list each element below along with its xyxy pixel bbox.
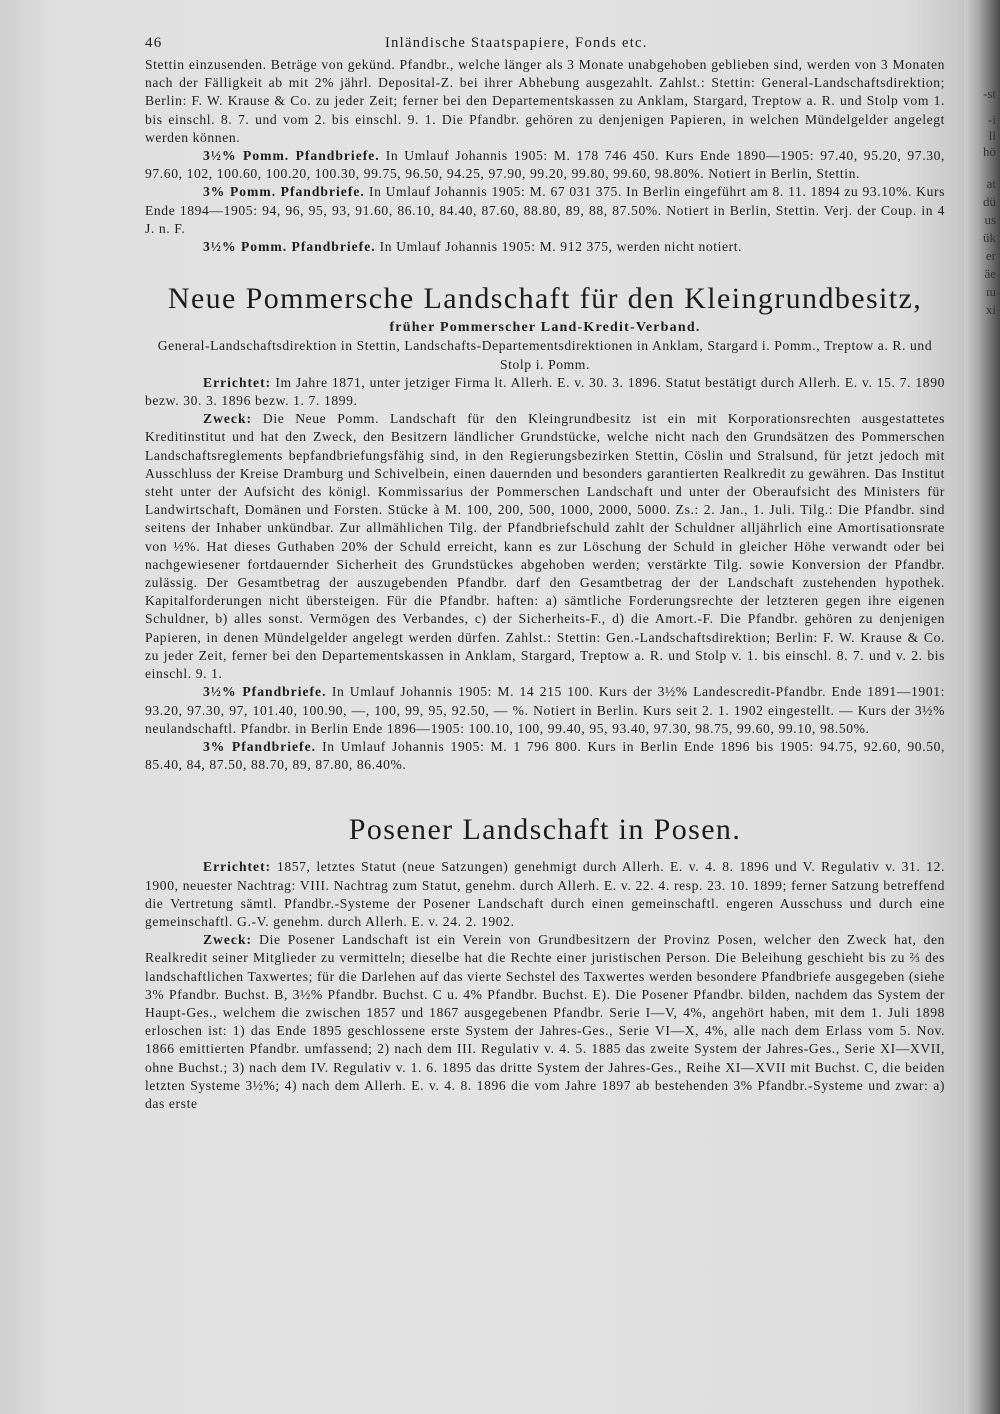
bond-heading: 3% Pfandbriefe. — [203, 738, 317, 754]
document-page — [145, 30, 945, 1113]
edge-glyph: ‑i — [988, 112, 996, 127]
zweck-label: Zweck: — [203, 932, 253, 948]
zweck-text: Die Neue Pomm. Landschaft für den Kleingrundbesitz ist ein mit Korporationsrechten ausgestattetes Kreditinstitut und hat den Zweck, den Besitzern ländlicher Grundstücke, welche nicht nach den Grundsätzen des Pommerschen Landschaftsreglements bepfandbriefungsfähig sind, in den Regierungsbezirken Stettin, Cöslin und Stralsund, für jetzt jedoch mit Ausschluss der Kreise Dramburg und Schivelbein, einen dauernden und besonders garantierten Realkredit zu gewähren. Das Institut steht unter der Aufsicht des königl. Kommissarius der Pommerschen Landschaft und unter der Oberaufsicht des Ministers für Landwirtschaft, Domänen und Forsten. Stücke à M. 100, 200, 500, 1000, 2000, 5000. Zs.: 2. Jan., 1. Juli. Tilg.: Die Pfandbr. sind seitens der Inhaber unkündbar. Zur allmählichen Tilg. der Pfandbriefschuld zahlt der Schuldner alljährlich eine Amortisationsrate von ½%. Hat dieses Guthaben 20% der Schuld erreicht, kann es zur Löschung der Schuld in gleicher Höhe verwandt oder bei nachgewiesener fortdauernder Sicherheit des Grundstückes abgehoben werden; verstärkte Tilg. sowie Konversion der Pfandbr. zulässig. Der Gesamtbetrag der auszugebenden Pfandbr. darf den Gesamtbetrag der der Landschaft zustehenden hypothek. Kapitalforderungen nicht übersteigen. Für die Pfandbr. haften: a) sämtliche Forderungsrechte der letzteren gegen ihre eigenen Schuldner, b) alles sonst. Vermögen des Verbandes, c) der Sicherheits-F., d) die Amort.-F. Die Pfandbr. gehören zu denjenigen Papieren, in denen Mündelgelder angelegt werden dürfen. Zahlst.: Stettin: Gen.-Landschaftsdirektion; Berlin: F. W. Krause & Co. zu jeder Zeit, ferner bei den Departementskassen in Anklam, Stargard, Treptow a. R. und Stolp v. 1. bis einschl. 8. 7. und v. 2. bis einschl. 9. 1. — [145, 411, 945, 682]
errichtet-text: Im Jahre 1871, unter jetziger Firma lt. Allerh. E. v. 30. 3. 1896. Statut bestätigt durch Allerh. E. v. 15. 7. 1890 bezw. 30. 3. 1896 bezw. 1. 7. 1899. — [145, 374, 945, 409]
bond-entry-3-pomm — [145, 183, 945, 238]
bond-heading: 3½% Pomm. Pfandbriefe. — [203, 239, 376, 255]
edge-glyph: at — [986, 176, 996, 191]
errichtet-label: Errichtet: — [203, 859, 272, 875]
edge-glyph: ük — [983, 230, 996, 245]
bond-heading: 3½% Pfandbriefe. — [203, 684, 327, 700]
bond-text: In Umlauf Johannis 1905: M. 1 796 800. Kurs in Berlin Ende 1896 bis 1905: 94.75, 92.60, 90.50, 85.40, 84, 87.50, 88.70, 89, 87.80, 86.40%. — [145, 738, 945, 773]
bond-heading: 3% Pomm. Pfandbriefe. — [203, 184, 365, 200]
bond-text: In Umlauf Johannis 1905: M. 912 375, werden nicht notiert. — [375, 239, 743, 255]
errichtet-paragraph — [145, 858, 945, 931]
section-title: Neue Pommersche Landschaft für den Kleingrundbesitz, — [167, 282, 923, 316]
errichtet-text: 1857, letztes Statut (neue Satzungen) genehmigt durch Allerh. E. v. 4. 8. 1896 und V. Regulativ v. 31. 12. 1900, neuester Nachtrag: VIII. Nachtrag zum Statut, genehm. durch Allerh. E. v. 22. 4. resp. 23. 10. 1899; ferner Satzung betreffend die Vertretung sämtl. Pfandbr.-Systeme der Posener Landschaft durch einen gemeinschaftl. engeren Ausschuss und durch eine gemeinschaftl. G.-V. genehm. durch Allerh. E. v. 24. 2. 1902. — [145, 859, 945, 929]
intro-paragraph: Stettin einzusenden. Beträge von gekünd. Pfandbr., welche länger als 3 Monate unabgehoben geblieben sind, werden von 3 Monaten nach der Fälligkeit ab mit 2% jährl. Deposital-Z. bei ihrer Abhebung ausgezahlt. Zahlst.: Stettin: General-Landschaftsdirektion; Berlin: F. W. Krause & Co. zu jeder Zeit; ferner bei den Departementskassen zu Anklam, Stargard, Treptow a. R. und Stolp vom 1. bis einschl. 8. 7. und vom 2. bis einschl. 9. 1. Die Pfandbr. gehören zu denjenigen Papieren, in welchen Mündelgelder angelegt werden können. — [145, 57, 945, 145]
section-title: Posener Landschaft in Posen. — [348, 813, 742, 847]
bond-entry-32-pomm — [145, 238, 945, 256]
bond-text: In Umlauf Johannis 1905: M. 14 215 100. Kurs der 3½% Landescredit-Pfandbr. Ende 1891—1901: 93.20, 97.30, 97, 101.40, 100.90, —, 100, 99, 95, 92.50, — %. Notiert in Berlin. Kurs seit 2. 1. 1902 eingestellt. — Kurs der 3½% neulandschaftl. Pfandbr. in Berlin Ende 1896—1905: 100.10, 100, 99.40, 95, 93.40, 97.30, 98.75, 99.60, 99.10, 98.50%. — [145, 684, 945, 736]
edge-glyph: ll — [988, 128, 996, 143]
zweck-label: Zweck: — [203, 411, 253, 427]
section-subtitle: früher Pommerscher Land-Kredit-Verband. — [389, 320, 701, 336]
adjacent-page-edge — [964, 0, 1000, 1414]
running-title: Inländische Staatspapiere, Fonds etc. — [385, 35, 648, 51]
bond-entry-3 — [145, 738, 945, 774]
errichtet-paragraph — [145, 374, 945, 410]
bond-heading: 3½% Pomm. Pfandbriefe. — [203, 148, 380, 164]
running-header — [145, 30, 945, 56]
edge-glyph: er — [985, 248, 996, 263]
errichtet-label: Errichtet: — [203, 374, 272, 390]
zweck-paragraph — [145, 410, 945, 683]
bond-text: In Umlauf Johannis 1905: M. 67 031 375. In Berlin eingeführt am 8. 11. 1894 zu 93.10%. Kurs Ende 1894—1905: 94, 96, 95, 93, 91.60, 86.10, 84.40, 87.60, 88.80, 89, 88, 87.50%. Notiert in Berlin, Stettin. Verj. der Coup. in 4 J. n. F. — [145, 184, 945, 236]
bond-entry-35-pomm — [145, 147, 945, 183]
bond-text: In Umlauf Johannis 1905: M. 178 746 450. Kurs Ende 1890—1905: 97.40, 95.20, 97.30, 97.60, 102, 100.60, 100.20, 100.30, 99.75, 96.50, 94.25, 97.90, 99.20, 99.80, 99.60, 98.80%. Notiert in Berlin, Stettin. — [145, 148, 945, 182]
edge-glyph: äe — [984, 266, 996, 281]
zweck-text: Die Posener Landschaft ist ein Verein von Grundbesitzern der Provinz Posen, welcher den Zweck hat, den Realkredit seiner Mitglieder zu vermitteln; dieselbe hat die Rechte einer juristischen Person. Die Beleihung geschieht bis zu ⅔ des landschaftlichen Taxwertes; für die Darlehen auf das vierte Sechstel des Taxwertes werden besondere Pfandbriefe ausgegeben (siehe 3% Pfandbr. Buchst. B, 3½% Pfandbr. Buchst. C u. 4% Pfandbr. Buchst. E). Die Posener Pfandbr. bilden, nachdem das System der Haupt-Ges., welchem die zwischen 1857 und 1867 ausgegebenen Pfandbr. Serie I—V, 4%, angehört haben, mit dem 1. Juli 1898 erloschen ist: 1) das Ende 1895 geschlossene erste System der Jahres-Ges., Serie VI—X, 4%, alle nach dem Erlass vom 5. Nov. 1866 emittierten Pfandbr. umfassend; 2) nach dem III. Regulativ v. 4. 5. 1885 das zweite System der Jahres-Ges., Serie XI—XVII, ohne Buchst.; 3) nach dem IV. Regulativ v. 1. 6. 1895 das dritte System der Jahres-Ges., Reihe XI—XVII mit Buchst. C, die beiden letzten Systeme 3½%; 4) nach dem Allerh. E. v. 4. 8. 1896 die vom Jahre 1897 ab bestehenden 3% Pfandbr.-Systeme und zwar: a) das erste — [145, 932, 945, 1111]
page-number: 46 — [145, 35, 163, 51]
edge-glyph: hö — [983, 144, 996, 159]
edge-glyph: dü — [983, 194, 996, 209]
edge-glyph: ıu — [985, 284, 996, 299]
edge-glyph: us — [984, 212, 996, 227]
edge-glyph: xi — [985, 302, 996, 317]
edge-glyph: ‑st — [983, 86, 996, 101]
zweck-paragraph — [145, 931, 945, 1113]
bond-entry-35 — [145, 683, 945, 738]
section-authorities: General-Landschaftsdirektion in Stettin, Landschafts-Departementsdirektionen in Anklam, Stargard i. Pomm., Treptow a. R. und Stolp i. Pomm. — [157, 338, 933, 372]
